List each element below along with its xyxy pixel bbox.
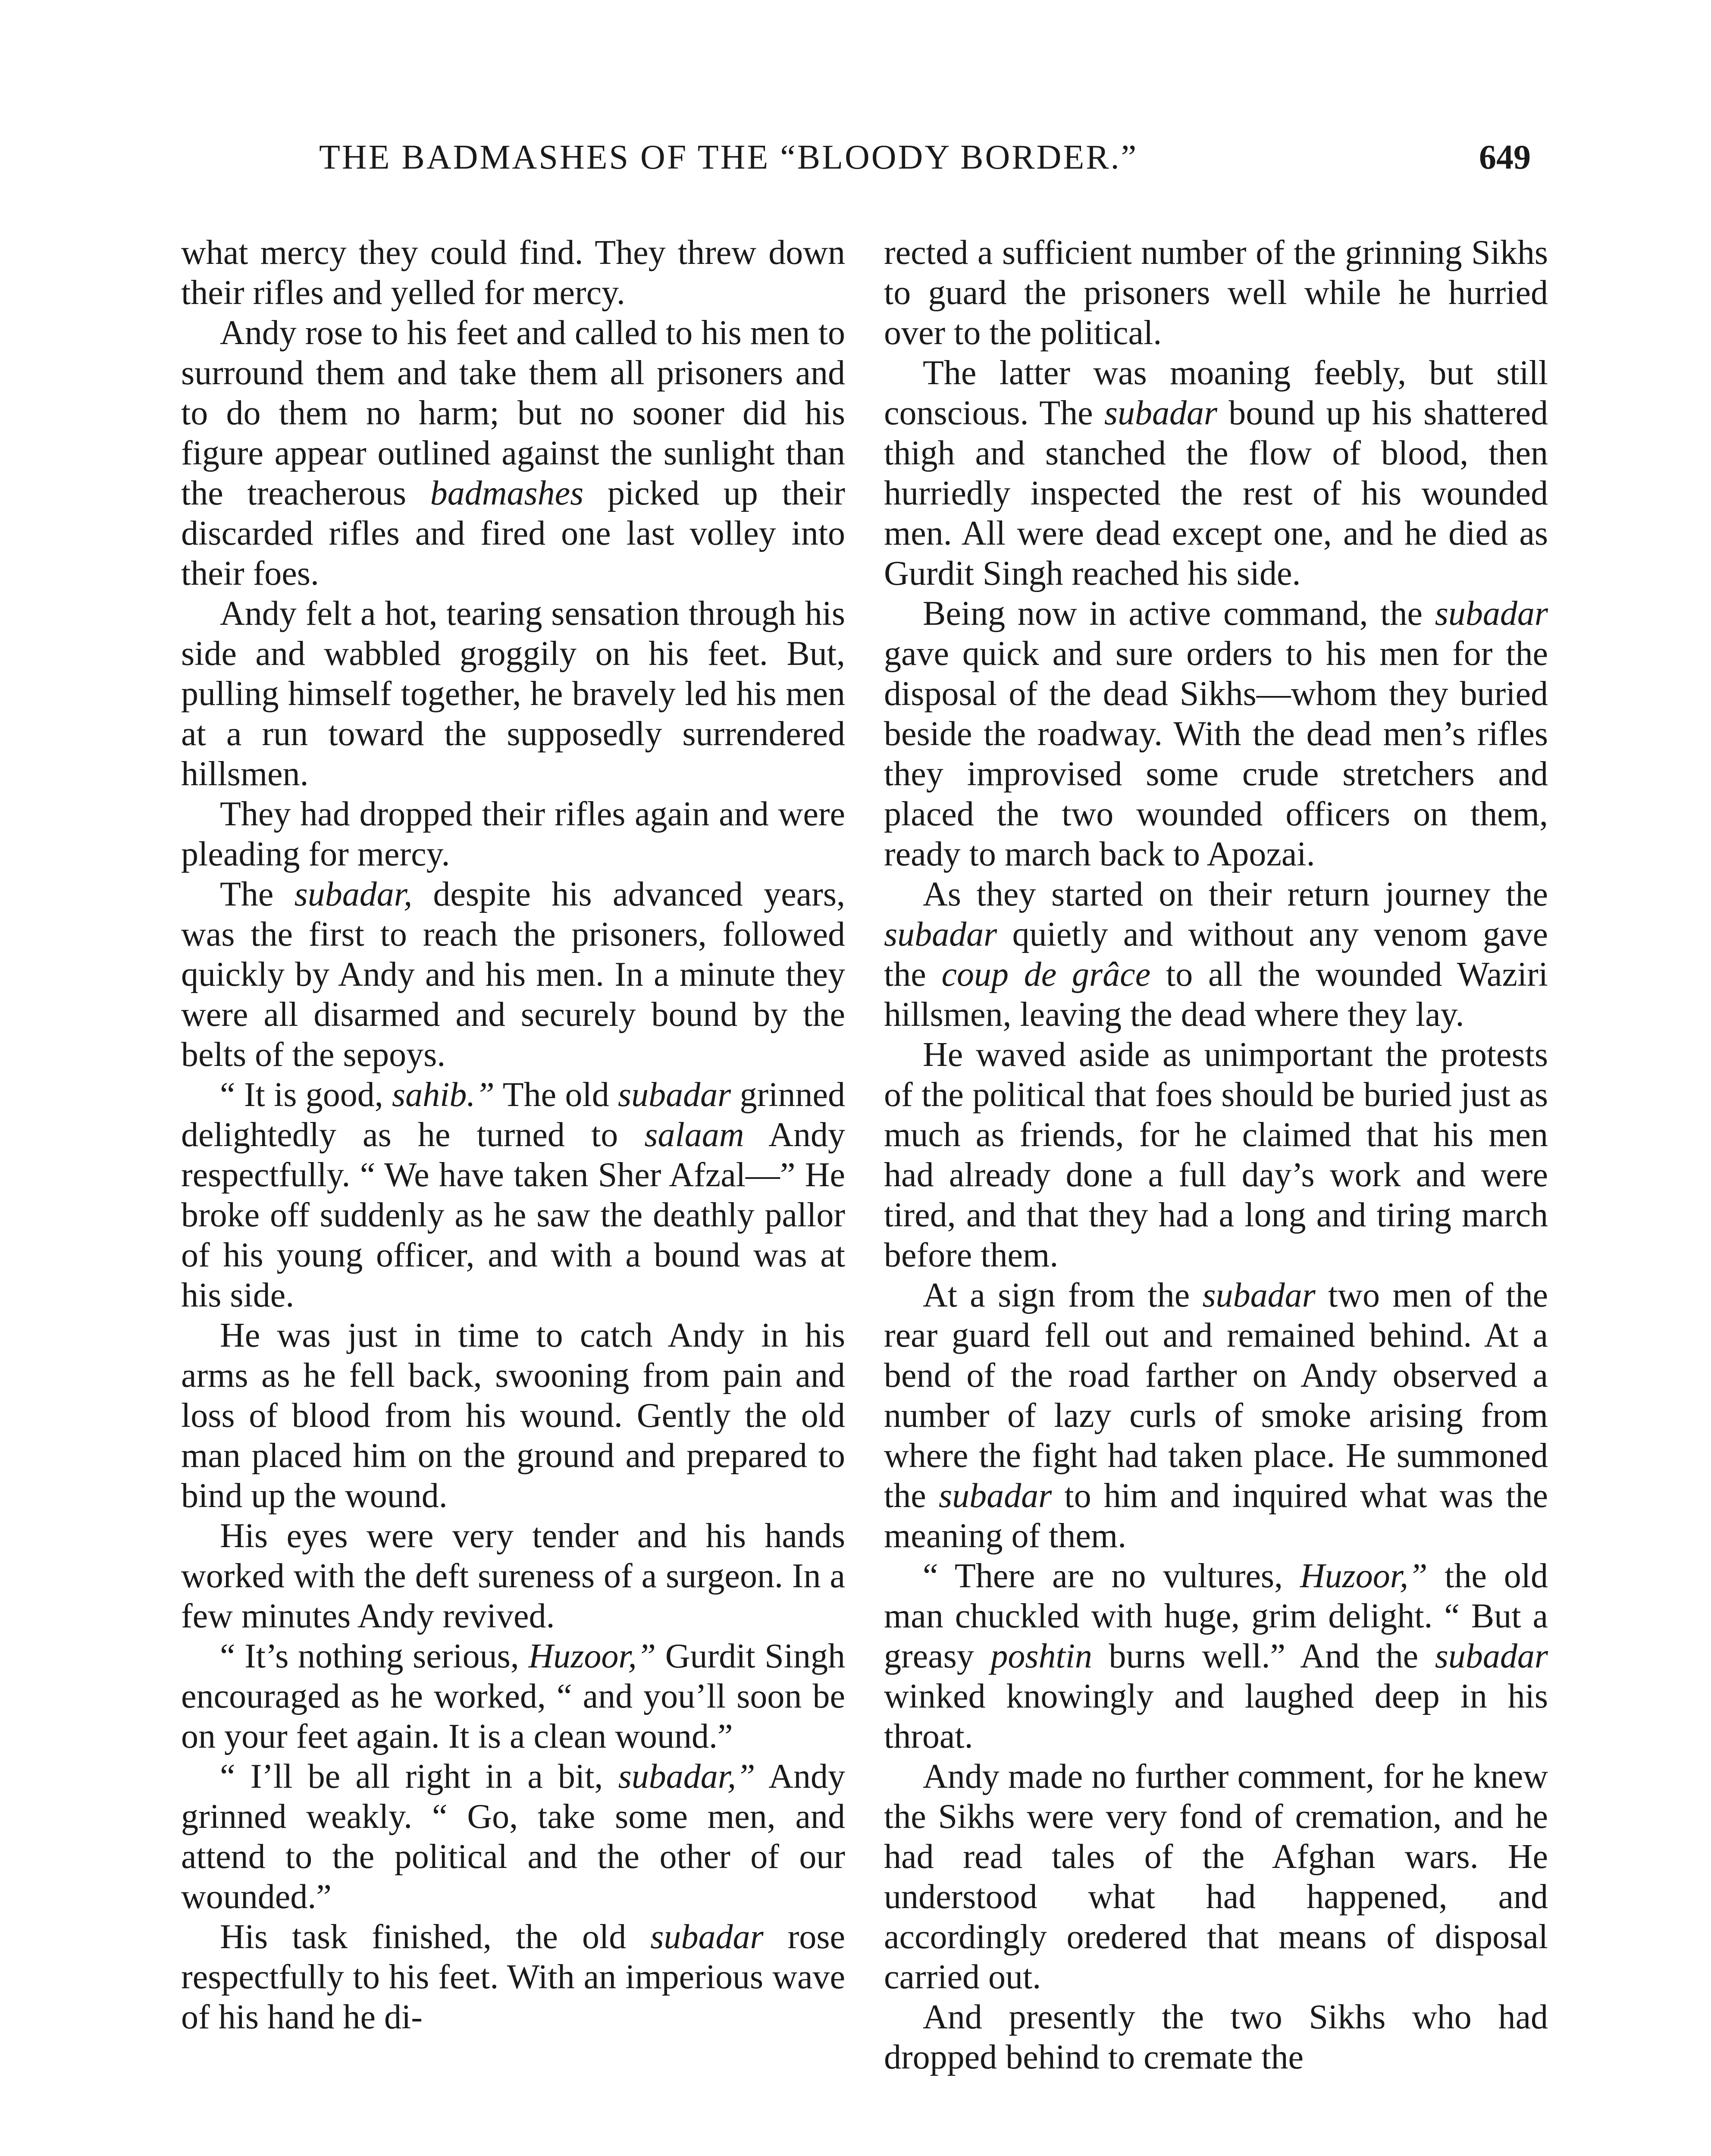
italic-text: subadar bbox=[1435, 1637, 1548, 1675]
text-run: grinned delightedly as he turned to bbox=[181, 1076, 846, 1154]
italic-text: Huzoor,” bbox=[528, 1637, 656, 1675]
text-run: Being now in active command, the bbox=[923, 595, 1435, 633]
text-run: quietly and without any venom gave the bbox=[884, 915, 1548, 993]
paragraph bbox=[181, 313, 845, 594]
text-run: Andy made no further comment, for he knew the Sikhs were very fond of cremation, and he had read tales of the Afghan wars. He understood what had happened, and accordingly oredered that means of disposal carried out. bbox=[884, 1758, 1548, 1996]
paragraph bbox=[181, 1917, 845, 2037]
text-run: His eyes were very tender and his hands worked with the deft sureness of a surgeon. In a few minutes Andy revived. bbox=[181, 1517, 845, 1635]
italic-text: poshtin bbox=[990, 1637, 1092, 1675]
text-run: “ It is good, bbox=[220, 1076, 392, 1114]
text-run: They had dropped their rifles again and were pleading for mercy. bbox=[181, 795, 845, 873]
paragraph bbox=[181, 1516, 845, 1636]
text-run: “ I’ll be all right in a bit, bbox=[220, 1758, 618, 1796]
paragraph bbox=[884, 1275, 1548, 1556]
left-column bbox=[181, 233, 845, 2037]
text-run: Gurdit Singh encouraged as he worked, “ and you’ll soon be on your feet again. It is a clean wound.” bbox=[181, 1637, 845, 1755]
text-run: rected a sufficient number of the grinning Sikhs to guard the prisoners well while he hurried over to the political. bbox=[884, 234, 1548, 352]
text-run: “ It’s nothing serious, bbox=[220, 1637, 529, 1675]
text-run: gave quick and sure orders to his men for the disposal of the dead Sikhs—whom they buried beside the roadway. With the dead men’s rifles they improvised some crude stretchers and placed the two wounded officers on them, ready to march back to Apozai. bbox=[884, 635, 1548, 873]
paragraph bbox=[884, 1757, 1548, 1997]
paragraph bbox=[181, 794, 845, 874]
text-run: rose respectfully to his feet. With an imperious wave of his hand he di- bbox=[181, 1918, 845, 2036]
paragraph bbox=[181, 1316, 845, 1516]
text-run: His task finished, the old bbox=[220, 1918, 651, 1956]
page-number: 649 bbox=[1479, 138, 1531, 176]
text-run: two men of the rear guard fell out and remained behind. At a bend of the road farther on Andy observed a number of lazy curls of smoke arising from where the fight had taken place. He summoned the bbox=[884, 1276, 1548, 1515]
paragraph bbox=[884, 1556, 1548, 1757]
italic-text: coup de grâce bbox=[941, 956, 1151, 993]
italic-text: subadar,” bbox=[618, 1758, 755, 1796]
italic-text: subadar bbox=[938, 1477, 1052, 1515]
text-run: the old man chuckled with huge, grim delight. “ But a greasy bbox=[884, 1557, 1548, 1675]
text-run: winked knowingly and laughed deep in his throat. bbox=[884, 1677, 1548, 1755]
paragraph bbox=[181, 594, 845, 794]
right-column bbox=[884, 233, 1548, 2078]
text-run: Andy grinned weakly. “ Go, take some men, and attend to the political and the other of our wounded.” bbox=[181, 1758, 846, 1916]
text-run: Andy rose to his feet and called to his men to surround them and take them all prisoners and to do them no harm; but no sooner did his figure appear outlined against the sunlight than the treacherous bbox=[181, 314, 845, 512]
italic-text: subadar, bbox=[294, 875, 413, 913]
italic-text: Huzoor,” bbox=[1300, 1557, 1428, 1595]
text-run: picked up their discarded rifles and fired one last volley into their foes. bbox=[181, 474, 845, 592]
paragraph bbox=[181, 1636, 845, 1757]
italic-text: subadar bbox=[1435, 595, 1548, 633]
paragraph bbox=[181, 233, 845, 313]
paragraph bbox=[181, 1075, 845, 1316]
text-run: Andy felt a hot, tearing sensation through his side and wabbled groggily on his feet. But, pulling himself together, he bravely led his men at a run toward the supposedly surrendered hillsmen. bbox=[181, 595, 845, 793]
text-run: to all the wounded Waziri hillsmen, leaving the dead where they lay. bbox=[884, 956, 1548, 1034]
italic-text: badmashes bbox=[430, 474, 584, 512]
text-run: And presently the two Sikhs who had dropped behind to cremate the bbox=[884, 1998, 1548, 2076]
text-run: The latter was moaning feebly, but still conscious. The bbox=[884, 354, 1548, 432]
text-run: He waved aside as unimportant the protests of the political that foes should be buried just as much as friends, for he claimed that his men had already done a full day’s work and were tired, and that they had a long and tiring march before them. bbox=[884, 1036, 1548, 1274]
text-run: burns well.” And the bbox=[1092, 1637, 1435, 1675]
running-header: THE BADMASHES OF THE “BLOODY BORDER.” bbox=[319, 138, 1138, 176]
paragraph bbox=[181, 874, 845, 1075]
italic-text: salaam bbox=[644, 1116, 744, 1154]
italic-text: subadar bbox=[618, 1076, 731, 1114]
text-run: despite his advanced years, was the first to reach the prisoners, followed quickly by Andy and his men. In a minute they were all disarmed and securely bound by the belts of the sepoys. bbox=[181, 875, 846, 1074]
paragraph bbox=[884, 1997, 1548, 2078]
text-run: bound up his shattered thigh and stanched the flow of blood, then hurriedly inspected the rest of his wounded men. All were dead except one, and he died as Gurdit Singh reached his side. bbox=[884, 394, 1548, 592]
text-run: At a sign from the bbox=[923, 1276, 1203, 1314]
paragraph bbox=[884, 233, 1548, 353]
italic-text: subadar bbox=[1202, 1276, 1316, 1314]
paragraph bbox=[181, 1757, 845, 1917]
paragraph bbox=[884, 874, 1548, 1035]
italic-text: subadar bbox=[650, 1918, 764, 1956]
paragraph bbox=[884, 594, 1548, 874]
paragraph bbox=[884, 353, 1548, 594]
paragraph bbox=[884, 1035, 1548, 1275]
italic-text: sahib.” bbox=[392, 1076, 495, 1114]
text-run: what mercy they could find. They threw down their rifles and yelled for mercy. bbox=[181, 234, 845, 312]
text-run: Andy respectfully. “ We have taken Sher Afzal—” He broke off suddenly as he saw the deathly pallor of his young officer, and with a bound was at his side. bbox=[181, 1116, 846, 1314]
text-run: The bbox=[220, 875, 295, 913]
text-run: “ There are no vultures, bbox=[923, 1557, 1300, 1595]
text-run: The old bbox=[494, 1076, 618, 1114]
text-run: As they started on their return journey the bbox=[923, 875, 1548, 913]
text-run: He was just in time to catch Andy in his arms as he fell back, swooning from pain and loss of blood from his wound. Gently the old man placed him on the ground and prepared to bind up the wound. bbox=[181, 1316, 845, 1515]
italic-text: subadar bbox=[884, 915, 997, 953]
italic-text: subadar bbox=[1104, 394, 1218, 432]
text-run: to him and inquired what was the meaning of them. bbox=[884, 1477, 1548, 1555]
